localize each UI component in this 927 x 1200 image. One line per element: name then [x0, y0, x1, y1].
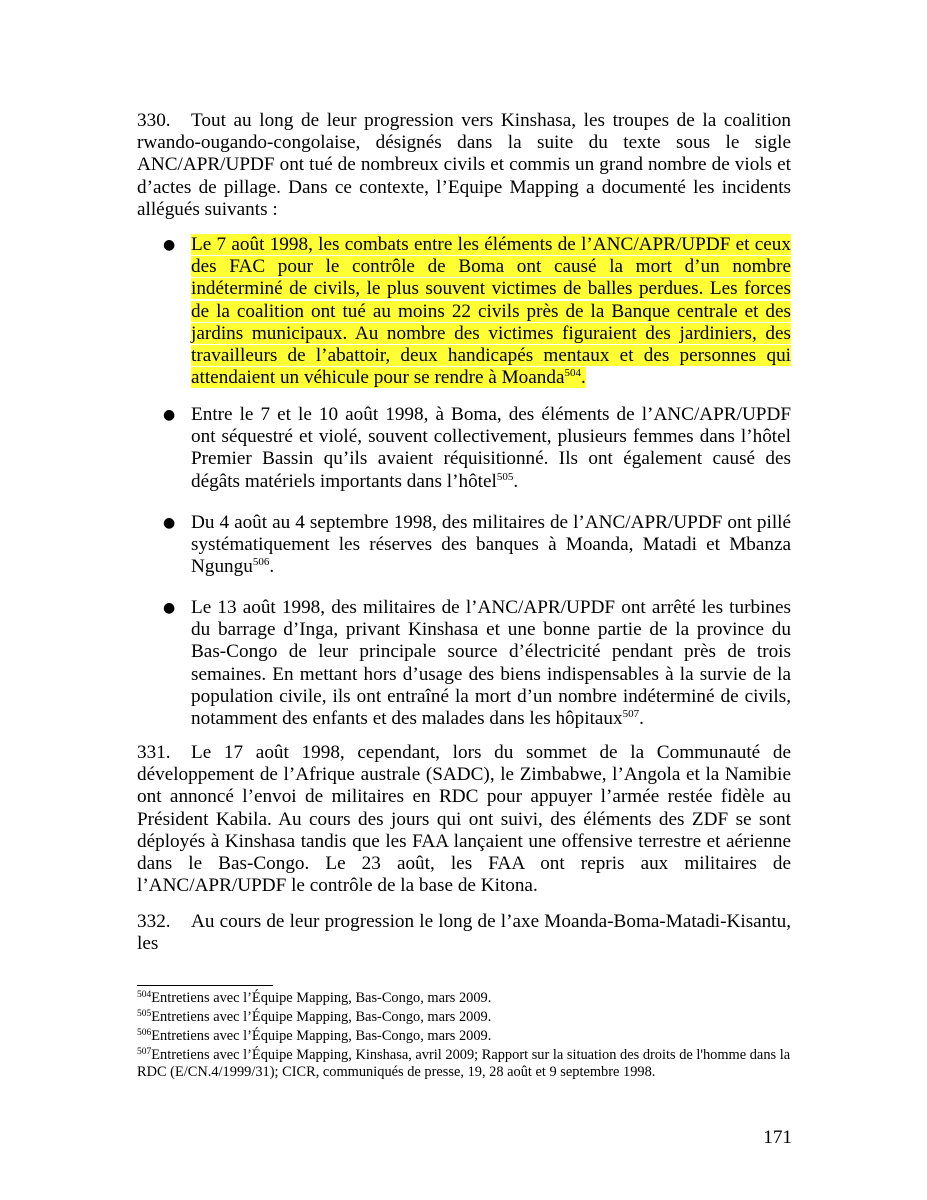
footnote-text: Entretiens avec l’Équipe Mapping, Bas-Congo, mars 2009.: [151, 990, 492, 1006]
bullet-text: Entre le 7 et le 10 août 1998, à Boma, des éléments de l’ANC/APR/UPDF ont séquestré et violé, souvent collectivement, plusieurs femmes dans l’hôtel Premier Bassin qu’ils avaient réquisitionné. Ils ont également causé des dégâts matériels importants dans l’hôtel: [191, 404, 791, 492]
footnote-ref: 506: [252, 556, 270, 569]
footnote-text: Entretiens avec l’Équipe Mapping, Kinshasa, avril 2009; Rapport sur la situation des droits de l'homme dans la RDC (E/CN.4/1999/31); CICR, communiqués de presse, 19, 28 août et 9 septembre 1998.: [137, 1046, 791, 1080]
bullet-text: Le 13 août 1998, des militaires de l’ANC/APR/UPDF ont arrêté les turbines du barrage d’Inga, privant Kinshasa et une bonne partie de la province du Bas-Congo de leur principale source d’électricité pendant près de trois semaines. En mettant hors d’usage des biens indispensables à la survie de la population civile, ils ont entraîné la mort d’un nombre indéterminé de civils, notamment des enfants et des malades dans les hôpitaux: [191, 597, 791, 730]
footnotes: [137, 990, 797, 1083]
bullet-end: .: [580, 367, 586, 389]
bullet-text: Le 7 août 1998, les combats entre les éléments de l’ANC/APR/UPDF et ceux des FAC pour le contrôle de Boma ont causé la mort d’un nombre indéterminé de civils, le plus souvent victimes de balles perdues. Les forces de la coalition ont tué au moins 22 civils près de la Banque centrale et des jardins municipaux. Au nombre des victimes figuraient des jardiniers, des travailleurs de l’abattoir, deux handicapés mentaux et des personnes qui attendaient un véhicule pour se rendre à Moanda: [191, 234, 791, 389]
bullet-end: .: [513, 470, 519, 492]
paragraph-text: Au cours de leur progression le long de l’axe Moanda-Boma-Matadi-Kisantu, les: [137, 911, 791, 955]
footnote-number: 506: [137, 1027, 152, 1038]
footnote-506: [137, 1028, 797, 1045]
footnote-ref: 507: [622, 708, 640, 721]
paragraph-text: Tout au long de leur progression vers Kinshasa, les troupes de la coalition rwando-ougando-congolaise, désignés dans la suite du texte sous le sigle ANC/APR/UPDF ont tué de nombreux civils et commis un grand nombre de viols et d’actes de pillage. Dans ce contexte, l’Equipe Mapping a documenté les incidents allégués suivants :: [137, 110, 791, 220]
footnote-number: 505: [137, 1008, 152, 1019]
footnote-ref: 504: [564, 367, 581, 380]
footnote-text: Entretiens avec l’Équipe Mapping, Bas-Congo, mars 2009.: [151, 1008, 492, 1025]
paragraph-number: 332.: [137, 911, 171, 932]
footnote-text: Entretiens avec l’Équipe Mapping, Bas-Congo, mars 2009.: [151, 1027, 492, 1044]
highlighted-text: [191, 234, 791, 388]
bullet-item-2: [163, 404, 791, 493]
footnote-505: [137, 1009, 797, 1026]
paragraph-332: [137, 911, 791, 955]
paragraph-331: [137, 742, 791, 897]
paragraph-number: 330.: [137, 110, 171, 131]
bullet-item-4: [163, 597, 791, 730]
bullet-item-3: [163, 512, 791, 579]
paragraph-330: [137, 110, 791, 221]
footnote-504: [137, 990, 797, 1007]
footnote-separator: [137, 985, 273, 986]
bullet-icon: ●: [163, 237, 176, 253]
bullet-item-1: [163, 234, 791, 389]
footnote-ref: 505: [496, 470, 514, 483]
page-number: 171: [763, 1127, 792, 1148]
footnote-number: 504: [137, 990, 152, 1000]
bullet-text: Du 4 août au 4 septembre 1998, des militaires de l’ANC/APR/UPDF ont pillé systématiquement les réserves des banques à Moanda, Matadi et Mbanza Ngungu: [191, 512, 791, 578]
bullet-end: .: [639, 708, 644, 730]
footnote-507: [137, 1047, 797, 1081]
footnote-number: 507: [137, 1046, 152, 1057]
bullet-icon: ●: [163, 515, 176, 531]
bullet-icon: ●: [163, 407, 176, 423]
bullet-end: .: [269, 556, 275, 578]
bullet-icon: ●: [163, 600, 176, 616]
paragraph-number: 331.: [137, 742, 171, 763]
paragraph-text: Le 17 août 1998, cependant, lors du sommet de la Communauté de développement de l’Afrique australe (SADC), le Zimbabwe, l’Angola et la Namibie ont annoncé l’envoi de militaires en RDC pour appuyer l’armée restée fidèle au Président Kabila. Au cours des jours qui ont suivi, des éléments des ZDF se sont déployés à Kinshasa tandis que les FAA lançaient une offensive terrestre et aérienne dans le Bas-Congo. Le 23 août, les FAA ont repris aux militaires de l’ANC/APR/UPDF le contrôle de la base de Kitona.: [137, 742, 791, 897]
